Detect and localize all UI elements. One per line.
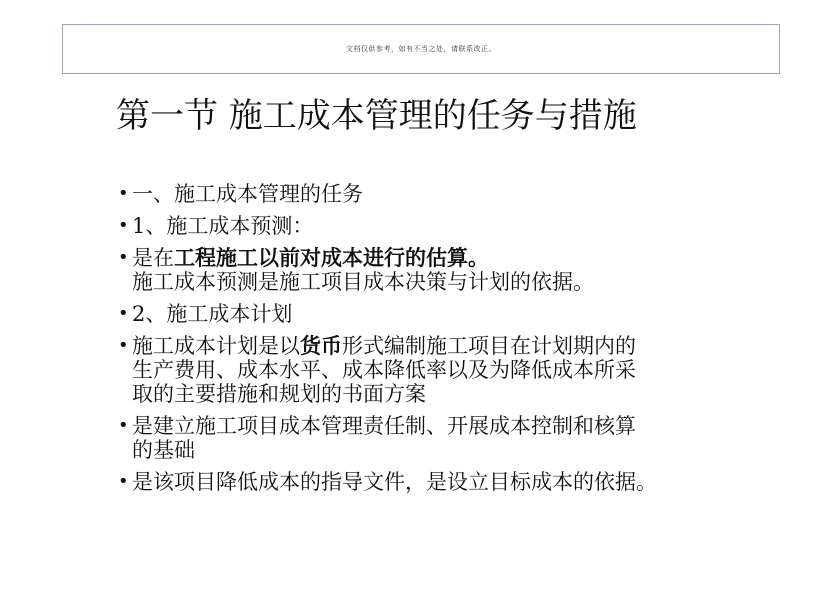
- bullet-item: [118, 302, 758, 326]
- bullet-item: [118, 246, 758, 294]
- bullet-item: [118, 214, 758, 238]
- bullet-bold-text: 货币: [300, 334, 342, 358]
- bullet-line: 生产费用、成本水平、成本降低率以及为降低成本所采: [132, 358, 636, 382]
- bullet-text: 是该项目降低成本的指导文件，是设立目标成本的依据。: [132, 470, 657, 494]
- bullet-text: 是在: [132, 246, 174, 270]
- bullet-item: [118, 414, 758, 462]
- bullet-item: [118, 334, 758, 406]
- bullet-text: 2、施工成本计划: [132, 302, 293, 326]
- bullet-line: • 是建立施工项目成本管理责任制、开展成本控制和核算: [132, 414, 636, 438]
- bullet-text: 一、施工成本管理的任务: [132, 182, 363, 206]
- bullet-item: [118, 470, 758, 494]
- bullet-bold-text: 工程施工以前对成本进行的估算。: [174, 246, 489, 270]
- bullet-line: 的基础: [132, 438, 195, 462]
- bullet-line: 施工成本预测是施工项目成本决策与计划的依据。: [132, 270, 594, 294]
- bullet-line: 取的主要措施和规划的书面方案: [132, 382, 426, 406]
- bullet-item: [118, 182, 758, 206]
- bullet-line: [132, 246, 758, 270]
- bullet-list: [118, 182, 758, 502]
- bullet-text: 1、施工成本预测：: [132, 214, 314, 238]
- bullet-text: 施工成本计划是以: [132, 334, 300, 358]
- header-notice-box: [62, 24, 780, 74]
- bullet-line: [132, 334, 758, 358]
- page-title: 第一节 施工成本管理的任务与措施: [116, 96, 637, 136]
- bullet-text: 形式编制施工项目在计划期内的: [342, 334, 636, 358]
- header-notice-text: 文档仅供参考，如有不当之处，请联系改正。: [346, 45, 496, 53]
